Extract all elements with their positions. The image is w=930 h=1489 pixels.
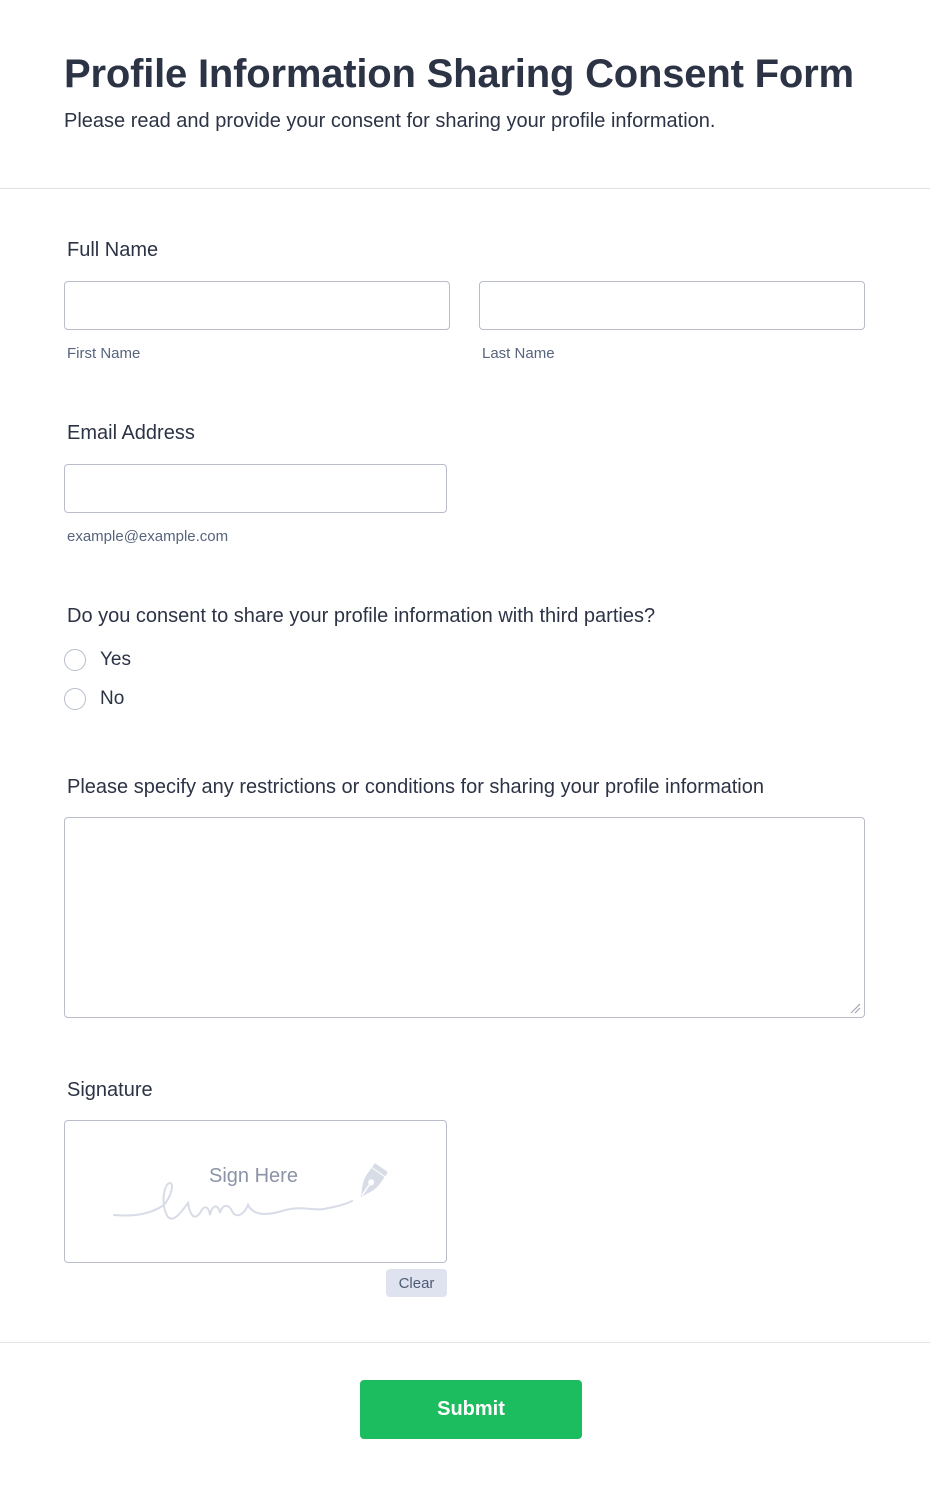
- radio-option-no[interactable]: [64, 686, 124, 712]
- signature-placeholder: Sign Here: [209, 1165, 298, 1187]
- restrictions-textarea[interactable]: [64, 817, 865, 1018]
- submit-button[interactable]: Submit: [360, 1380, 582, 1439]
- restrictions-label: Please specify any restrictions or conditions for sharing your profile information: [67, 776, 764, 798]
- last-name-input[interactable]: [479, 281, 865, 330]
- radio-yes-circle[interactable]: [64, 649, 86, 671]
- clear-signature-button[interactable]: Clear: [386, 1269, 447, 1297]
- first-name-input[interactable]: [64, 281, 450, 330]
- consent-question: Do you consent to share your profile information with third parties?: [67, 605, 656, 627]
- radio-option-yes[interactable]: [64, 647, 131, 673]
- last-name-sublabel: Last Name: [482, 345, 555, 362]
- full-name-label: Full Name: [67, 239, 159, 261]
- first-name-sublabel: First Name: [67, 345, 141, 362]
- email-label: Email Address: [67, 422, 195, 444]
- radio-no-label[interactable]: No: [100, 688, 125, 709]
- fountain-pen-icon: [346, 1162, 394, 1206]
- page-subtitle: Please read and provide your consent for sharing your profile information.: [64, 110, 716, 132]
- signature-label: Signature: [67, 1079, 153, 1101]
- radio-no-circle[interactable]: [64, 688, 86, 710]
- email-input[interactable]: [64, 464, 447, 513]
- email-sublabel: example@example.com: [67, 528, 229, 545]
- footer-divider: [0, 1342, 930, 1343]
- form-header: [0, 0, 930, 189]
- page-title: Profile Information Sharing Consent Form: [64, 52, 854, 96]
- radio-yes-label[interactable]: Yes: [100, 649, 131, 670]
- resize-handle-icon[interactable]: [849, 1002, 861, 1014]
